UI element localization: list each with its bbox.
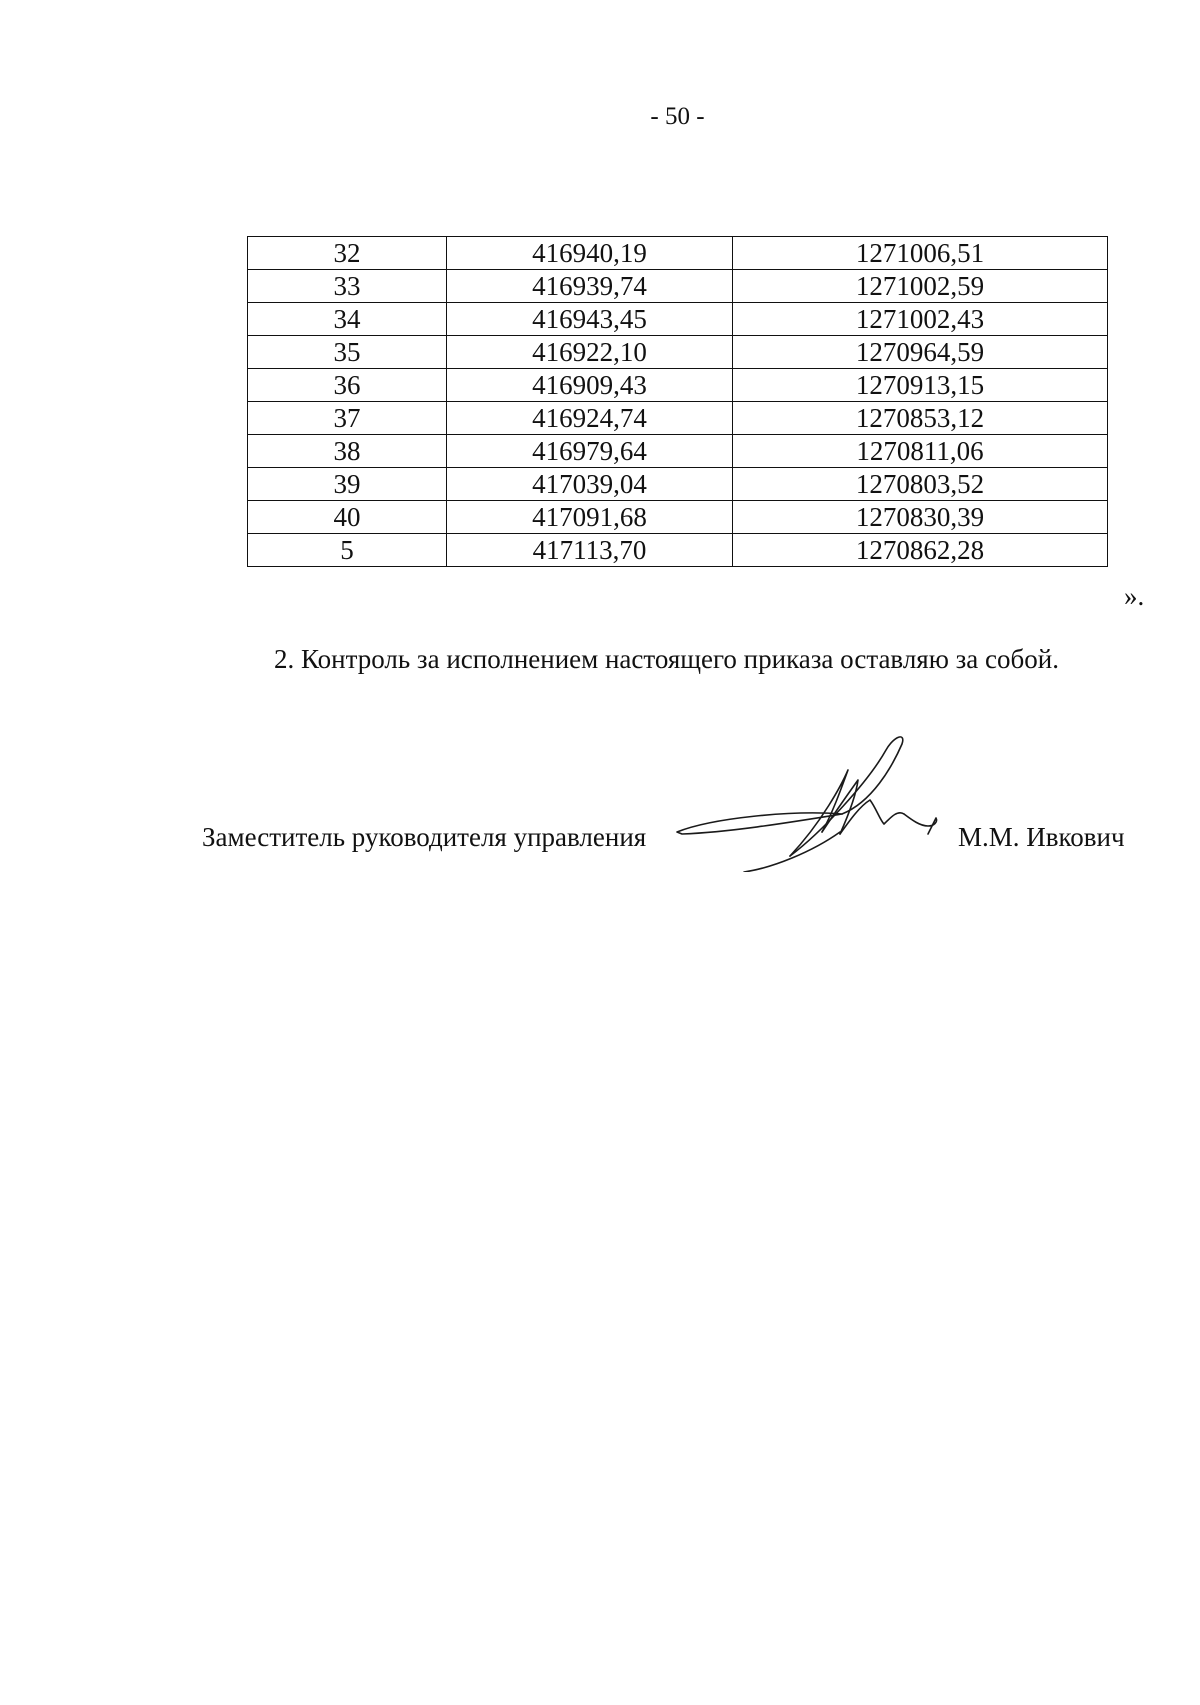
x-coordinate-cell: 416940,19 xyxy=(447,237,733,270)
point-number-cell: 34 xyxy=(248,303,447,336)
x-coordinate-cell: 416924,74 xyxy=(447,402,733,435)
y-coordinate-cell: 1271006,51 xyxy=(733,237,1108,270)
y-coordinate-cell: 1270803,52 xyxy=(733,468,1108,501)
point-number-cell: 40 xyxy=(248,501,447,534)
y-coordinate-cell: 1270913,15 xyxy=(733,369,1108,402)
point-number-cell: 5 xyxy=(248,534,447,567)
x-coordinate-cell: 416909,43 xyxy=(447,369,733,402)
table-row xyxy=(248,468,1108,501)
closing-quote: ». xyxy=(1124,581,1145,611)
table-row xyxy=(248,237,1108,270)
y-coordinate-cell: 1270830,39 xyxy=(733,501,1108,534)
point-number-cell: 37 xyxy=(248,402,447,435)
table-row xyxy=(248,270,1108,303)
y-coordinate-cell: 1271002,43 xyxy=(733,303,1108,336)
table-row xyxy=(248,534,1108,567)
x-coordinate-cell: 416922,10 xyxy=(447,336,733,369)
table-row xyxy=(248,402,1108,435)
x-coordinate-cell: 416979,64 xyxy=(447,435,733,468)
y-coordinate-cell: 1271002,59 xyxy=(733,270,1108,303)
x-coordinate-cell: 417091,68 xyxy=(447,501,733,534)
coordinates-table-body xyxy=(248,237,1108,567)
y-coordinate-cell: 1270862,28 xyxy=(733,534,1108,567)
point-number-cell: 38 xyxy=(248,435,447,468)
x-coordinate-cell: 416943,45 xyxy=(447,303,733,336)
coordinates-table xyxy=(247,236,1108,567)
table-row xyxy=(248,336,1108,369)
y-coordinate-cell: 1270964,59 xyxy=(733,336,1108,369)
table-row xyxy=(248,369,1108,402)
order-paragraph: 2. Контроль за исполнением настоящего приказа оставляю за собой. xyxy=(274,644,1059,674)
x-coordinate-cell: 417039,04 xyxy=(447,468,733,501)
point-number-cell: 35 xyxy=(248,336,447,369)
table-row xyxy=(248,303,1108,336)
point-number-cell: 33 xyxy=(248,270,447,303)
point-number-cell: 36 xyxy=(248,369,447,402)
signer-name: М.М. Ивкович xyxy=(958,822,1125,852)
x-coordinate-cell: 416939,74 xyxy=(447,270,733,303)
point-number-cell: 32 xyxy=(248,237,447,270)
y-coordinate-cell: 1270853,12 xyxy=(733,402,1108,435)
page-number: - 50 - xyxy=(650,103,705,130)
x-coordinate-cell: 417113,70 xyxy=(447,534,733,567)
table-row xyxy=(248,435,1108,468)
y-coordinate-cell: 1270811,06 xyxy=(733,435,1108,468)
table-row xyxy=(248,501,1108,534)
point-number-cell: 39 xyxy=(248,468,447,501)
signer-position-title: Заместитель руководителя управления xyxy=(202,822,647,852)
handwritten-signature xyxy=(672,722,952,872)
